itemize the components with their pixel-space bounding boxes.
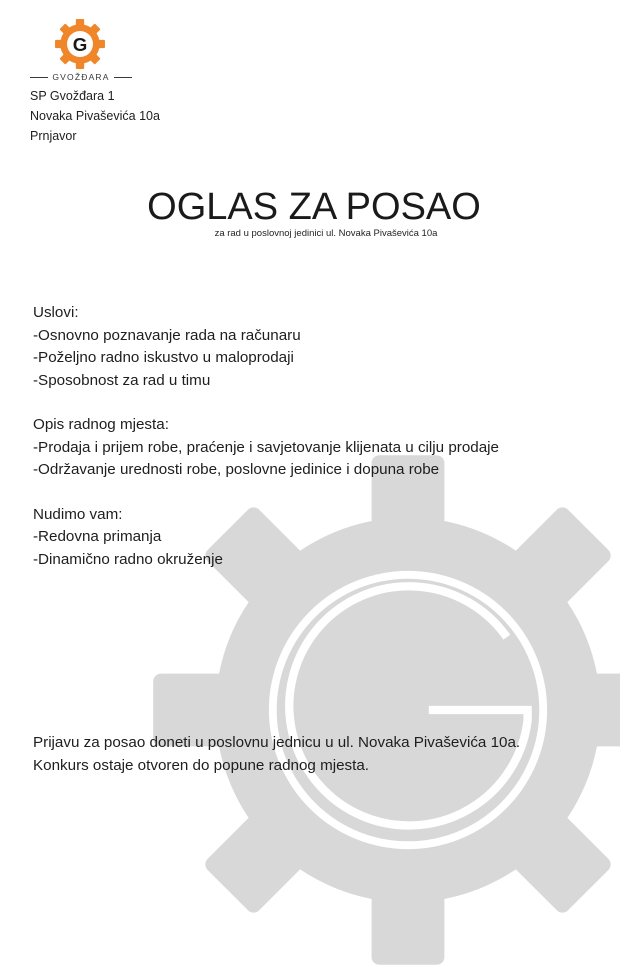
address-line: SP Gvožđara 1	[30, 89, 115, 103]
list-item: -Poželjno radno iskustvo u maloprodaji	[33, 349, 294, 366]
brand-name-line	[30, 72, 132, 82]
job-details	[33, 302, 603, 593]
application-info	[33, 732, 608, 777]
list-item: -Prodaja i prijem robe, praćenje i savjetovanje klijenata u cilju prodaje	[33, 438, 499, 456]
section-heading: Uslovi:	[33, 304, 79, 321]
brand-dash-left	[30, 77, 48, 78]
section-heading: Opis radnog mjesta:	[33, 416, 169, 433]
section-conditions	[33, 302, 603, 392]
page-title: OGLAS ZA POSAO	[147, 186, 481, 228]
list-item: -Sposobnost za rad u timu	[33, 371, 211, 389]
company-address	[30, 86, 160, 146]
logo-letter: G	[72, 33, 88, 55]
section-job-description	[33, 414, 603, 482]
footer-line: Konkurs ostaje otvoren do popune radnog mjesta.	[33, 756, 370, 774]
page-subtitle: za rad u poslovnoj jedinici ul. Novaka Pivaševića 10a	[214, 228, 438, 239]
brand-dash-right	[114, 77, 132, 78]
section-we-offer	[33, 504, 603, 572]
section-heading: Nudimo vam:	[33, 505, 123, 523]
address-line: Prnjavor	[30, 129, 77, 143]
list-item: -Održavanje urednosti robe, poslovne jedinice i dopuna robe	[33, 461, 440, 478]
address-line: Novaka Pivaševića 10a	[30, 109, 160, 123]
gvozdara-logo-icon	[54, 18, 106, 70]
list-item: -Osnovno poznavanje rada na računaru	[33, 326, 301, 344]
list-item: -Redovna primanja	[33, 528, 162, 545]
footer-line: Prijavu za posao doneti u poslovnu jednicu u ul. Novaka Pivaševića 10a.	[33, 734, 521, 751]
list-item: -Dinamično radno okruženje	[33, 550, 223, 568]
brand-name: GVOŽĐARA	[52, 72, 110, 82]
